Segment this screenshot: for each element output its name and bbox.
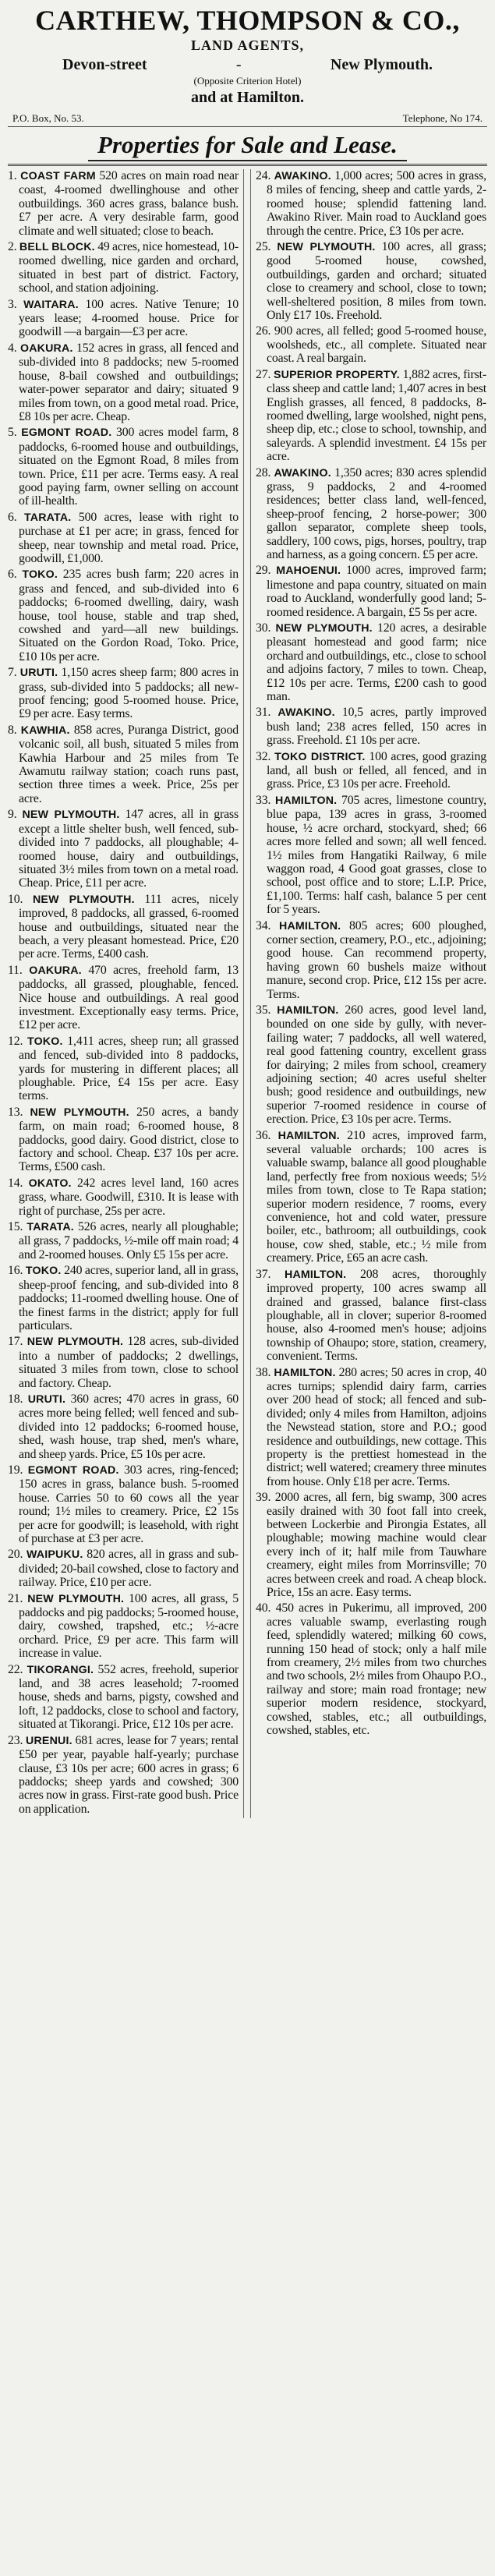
title-rule [8, 164, 487, 166]
property-listing [256, 919, 486, 1001]
listing-number: 24. [256, 169, 274, 182]
listing-heading: KAWHIA. [20, 724, 70, 737]
street-name: Devon-street [62, 56, 147, 73]
listing-description: 250 acres, a bandy farm, on main road; 6-roomed house, 8 paddocks, good dairy. Good district, close to factory and school. Cheap. £37 10s per acre. Terms, £500 cash. [19, 1105, 239, 1174]
property-listing [8, 1220, 239, 1261]
listing-number: 27. [256, 367, 274, 381]
section-title: Properties for Sale and Lease. [88, 130, 407, 161]
listing-description: 100 acres, all grass; good 5-roomed house, cowshed, outbuildings, garden and orchard; situated close to creamery and school, close to town; well-sheltered position, 8 miles from town. Only £17 10s. Freehold. [267, 240, 486, 323]
listing-number: 5. [8, 426, 22, 440]
town-name: New Plymouth. [330, 56, 433, 73]
listing-number: 33. [256, 793, 276, 807]
listing-columns [8, 169, 487, 1818]
listing-heading: SUPERIOR PROPERTY. [273, 368, 400, 381]
listing-heading: TOKO DISTRICT. [274, 750, 366, 763]
listing-heading: HAMILTON. [274, 1366, 336, 1379]
listing-number: 40. [256, 1601, 276, 1615]
listing-heading: TOKO. [27, 1035, 63, 1048]
property-listing [8, 1463, 239, 1545]
property-listing [256, 1491, 486, 1599]
property-listing [8, 426, 239, 508]
listing-heading: NEW PLYMOUTH. [22, 809, 120, 822]
listing-number: 23. [8, 1733, 27, 1747]
masthead [8, 5, 487, 125]
property-listing [256, 794, 486, 917]
listing-description: 147 acres, all in grass except a little shelter bush, well fenced, sub-divided into 7 paddocks, all ploughable; 4-roomed house, dairy and outbuildings, situated 3½ miles from town on a metal road. Cheap. Price, £11 per acre. [19, 808, 239, 890]
property-listing [256, 750, 486, 791]
property-listing [256, 564, 486, 619]
listing-heading: NEW PLYMOUTH. [30, 1106, 129, 1119]
property-listing [8, 724, 239, 805]
listing-description: 49 acres, nice homestead, 10-roomed dwelling, nice garden and orchard, situated in best part of district. Factory, school, and station adjoining. [19, 240, 239, 295]
listing-description: 111 acres, nicely improved, 8 paddocks, all grassed, 6-roomed house and outbuildings, situated near the beach, a very pleasant homestead. Price, £20 per acre. Terms, £400 cash. [19, 892, 239, 961]
listing-description: 526 acres, nearly all ploughable; all grass, 7 paddocks, ½-mile off main road; 4 and 2-roomed houses. Only £5 15s per acre. [19, 1220, 239, 1261]
listing-number: 25. [256, 240, 278, 254]
property-listing [8, 666, 239, 721]
listing-description: 210 acres, improved farm, several valuable orchards; 100 acres is valuable swamp, balance all good ploughable land, perfectly free from noxious weeds; 5½ miles from town, close to Te Rapa station; superior modern residence, 7 rooms, every convenience, hot and cold water, pressure boiler, etc., bathroom; all outbuildings, cook house, cow shed, stable, etc.; ½ mile from creamery. Price, £65 an acre cash. [267, 1128, 486, 1265]
listing-description: 820 acres, all in grass and sub-divided; 20-bail cowshed, close to factory and railway. Price, £10 per acre. [19, 1548, 239, 1590]
left-column [8, 169, 244, 1818]
listing-heading: NEW PLYMOUTH. [27, 1336, 124, 1349]
listing-number: 39. [256, 1491, 275, 1505]
property-listing [8, 1177, 239, 1218]
listing-number: 7. [8, 666, 20, 680]
listing-heading: EGMONT ROAD. [21, 426, 112, 440]
listing-heading: OAKURA. [29, 964, 82, 977]
address-note: (Opposite Criterion Hotel) [193, 75, 302, 87]
property-listing [8, 1106, 239, 1174]
listing-number: 15. [8, 1220, 27, 1234]
listing-description: 240 acres, superior land, all in grass, sheep-proof fencing, and sub-divided into 8 paddocks; 11-roomed dwelling house. One of the finest farms in the district; apply for full particulars. [19, 1264, 239, 1332]
property-listing [8, 240, 239, 295]
listing-description: 152 acres in grass, all fenced and sub-divided into 8 paddocks; new 5-roomed house, 8-bail cowshed and outbuildings; water-power separator and dairy; situated 9 miles from town, on a good metal road. Price, £8 10s per acre. Cheap. [19, 341, 239, 423]
listing-number: 36. [256, 1128, 278, 1142]
listing-heading: COAST FARM [20, 170, 96, 182]
listing-heading: HAMILTON. [275, 794, 338, 807]
property-listing [256, 1129, 486, 1265]
listing-heading: NEW PLYMOUTH. [32, 893, 135, 906]
listing-number: 18. [8, 1392, 28, 1406]
listing-heading: NEW PLYMOUTH. [275, 622, 373, 635]
listing-number: 32. [256, 749, 275, 763]
listing-number: 13. [8, 1105, 30, 1119]
listing-description: 805 acres; 600 ploughed, corner section, creamery, P.O., etc., adjoining; good house. Can recommend property, having grown 60 bushels maize without manure, second crop. Price, £12 15s per acre. Terms. [267, 918, 486, 1001]
listing-description: 705 acres, limestone country, blue papa, 139 acres in grass, 3-roomed house, ½ acre orchard, stockyard, shed; 66 acres more felled and sown; all well fenced. 1½ miles from Hangatiki Railway, 6 mile waggon road, 4 Good goat grasses, close to school, post office and to store; L.I.P. Price, £1,100. Terms: half cash, balance 5 per cent for 5 years. [267, 793, 486, 917]
property-listing [256, 240, 486, 322]
header-rule [8, 126, 487, 127]
listing-heading: AWAKINO. [278, 706, 335, 720]
listing-description: 1,150 acres sheep farm; 800 acres in grass, sub-divided into 5 paddocks; all new-proof fencing; good 5-roomed house. Price, £9 per acre. Easy terms. [19, 666, 239, 721]
listing-description: 242 acres level land, 160 acres grass, whare. Goodwill, £310. It is lease with right of purchase, 25s per acre. [19, 1176, 239, 1218]
listing-number: 8. [8, 723, 21, 737]
listing-description: 300 acres model farm, 8 paddocks, 6-roomed house and outbuildings, situated on the Egmont Road, 8 miles from town. Price, £11 per acre. Terms easy. A real good paying farm, owner selling on account of ill-health. [19, 426, 239, 508]
listing-heading: OKATO. [28, 1177, 72, 1190]
property-listing [8, 808, 239, 890]
property-listing [8, 893, 239, 961]
property-listing [8, 568, 239, 663]
listing-number: 3. [8, 297, 24, 311]
listing-heading: TOKO. [25, 1265, 62, 1278]
listing-number: 19. [8, 1463, 28, 1477]
listing-heading: TARATA. [27, 1221, 74, 1234]
listing-description: 552 acres, freehold, superior land, and 38 acres leasehold; 7-roomed house, sheds and barns, pigsty, cowshed and loft, 12 paddocks, close to school and factory, situated at Tikorangi. Price, £12 10s per acre. [19, 1662, 239, 1732]
listing-description: 100 acres. Native Tenure; 10 years lease; 4-roomed house. Price for goodwill —a bargain—£3 per acre. [19, 297, 239, 339]
property-listing [256, 466, 486, 562]
listing-heading: HAMILTON. [278, 1129, 340, 1142]
listing-number: 14. [8, 1176, 29, 1190]
property-listing [8, 964, 239, 1032]
property-listing [256, 1366, 486, 1489]
listing-heading: TIKORANGI. [27, 1663, 94, 1676]
listing-number: 20. [8, 1548, 27, 1562]
listing-description: 450 acres in Pukerimu, all improved, 200 acres valuable swamp, everlasting rough feed, splendidly watered; milking 60 cows, running 150 head of stock; only a half mile from creamery, 2½ miles from two churches and two schools, 2½ miles from Ohaupo P.O., railway and store; main road frontage; new superior modern residence, stockyard, cowshed, stables, etc.; all outbuildings, cowshed, stables, etc. [267, 1601, 486, 1738]
firm-subtitle: LAND AGENTS, [190, 37, 305, 53]
property-listing [8, 1264, 239, 1332]
section-title-wrap [8, 130, 487, 161]
listing-heading: OAKURA. [19, 341, 73, 355]
firm-address [8, 55, 487, 75]
listing-description: 470 acres, freehold farm, 13 paddocks, all grassed, ploughable, fenced. Nice house and outbuildings. A real good investment. Exceptionally easy terms. Price, £12 per acre. [19, 963, 239, 1032]
listing-description: 260 acres, good level land, bounded on one side by gully, with never-failing water; 7 paddocks, all well watered, real good fattening country, excellent grass for dairying; 2 miles from school, creamery adjoining section; 40 acres useful shelter bush; good residence and outbuildings, new superior 7-roomed residence in course of erection. Price, £3 10s per acre. Terms. [267, 1003, 486, 1127]
property-listing [8, 511, 239, 566]
property-listing [8, 1548, 239, 1589]
listing-description: 1,882 acres, first-class sheep and cattle land; 1,407 acres in best English grasses, all fenced, 8 paddocks, 8-roomed dwelling, large woolshed, night pens, sheep dip, etc.; close to school, township, and saleyards. A splendid investment. £4 15s per acre. [267, 367, 486, 464]
listing-heading: TARATA. [23, 511, 72, 524]
listing-description: 100 acres, all grass, 5 paddocks and pig paddocks; 5-roomed house, dairy, cowshed, trapshed, etc.; ½-acre orchard. Price, £9 per acre. This farm will increase in value. [19, 1591, 239, 1661]
listing-number: 26. [256, 324, 274, 338]
property-listing [8, 169, 239, 238]
listing-number: 21. [8, 1591, 28, 1605]
listing-heading: NEW PLYMOUTH. [27, 1592, 125, 1605]
listing-number: 10. [8, 892, 33, 906]
listing-description: 360 acres; 470 acres in grass, 60 acres more being felled; well fenced and sub-divided into 12 paddocks; 6-roomed house, shed, wash house, trap shed, men's whare, and sheep yards. Price, £5 10s per acre. [19, 1392, 239, 1461]
listing-description: 120 acres, a desirable pleasant homestead and good farm; nice orchard and outbuildings, etc., close to school and adjoins factory, 7 miles to town. Cheap, £12 10s per acre. Terms, £200 cash to good man. [267, 621, 486, 704]
listing-description: 10,5 acres, partly improved bush land; 238 acres felled, 150 acres in grass. Freehold. £1 10s per acre. [267, 706, 486, 748]
po-box: P.O. Box, No. 53. [12, 112, 84, 124]
property-listing [256, 169, 486, 238]
listing-number: 35. [256, 1003, 278, 1017]
listing-heading: URUTI. [19, 667, 58, 680]
branch-line: and at Hamilton. [190, 89, 305, 106]
listing-description: 900 acres, all felled; good 5-roomed house, woolsheds, etc., all complete. Situated near coast. A real bargain. [267, 324, 486, 366]
property-listing [256, 368, 486, 464]
property-listing [256, 324, 486, 365]
listing-number: 6. [8, 568, 23, 582]
listing-description: 280 acres; 50 acres in crop, 40 acres turnips; splendid dairy farm, carries over 200 head of stock; all fenced and sub-divided; only 4 miles from Hamilton, adjoins the Newstead station, store and P.O.; good residence and outbuildings, new cottage. This property is the prettiest homestead in the district; well watered; creamery three minutes from house. Only £18 per acre. Terms. [267, 1365, 486, 1488]
right-column [250, 169, 486, 1818]
listing-number: 38. [256, 1365, 274, 1379]
address-separator: - [235, 56, 242, 73]
listing-description: 235 acres bush farm; 220 acres in grass and fenced, and sub-divided into 6 paddocks; 6-roomed dwelling, dairy, wash house, tool house, stable and trap shed, cowshed and yard—all new buildings. Situated on the Gordon Road, Toko. Price, £10 10s per acre. [19, 568, 239, 663]
listing-description: 128 acres, sub-divided into a number of paddocks; 2 dwellings, situated 3 miles from town, close to school and factory. Cheap. [19, 1335, 239, 1390]
listing-number: 29. [256, 564, 277, 578]
listing-heading: MAHOENUI. [276, 564, 341, 578]
listing-description: 1,350 acres; 830 acres splendid grass, 9 paddocks, 2 and 4-roomed residences; better class land, well-fenced, sheep-proof fencing, 2 horse-power; 300 gallon separator, complete sheep tools, saddlery, 100 cows, pigs, horses, poultry, trap and harness, as a going concern. £5 per acre. [267, 465, 486, 561]
property-listing [256, 621, 486, 703]
listing-heading: EGMONT ROAD. [27, 1463, 119, 1477]
listing-description: 681 acres, lease for 7 years; rental £50 per year, payable half-yearly; purchase clause, £3 10s per acre; 600 acres in grass; 6 paddocks; sheep yards and cowshed; 300 acres now in grass. First-rate good bush. Price on application. [19, 1733, 239, 1816]
listing-description: 1,000 acres; 500 acres in grass, 8 miles of fencing, sheep and cattle yards, 2-roomed house; splendid fattening land. Awakino River. Main road to Auckland goes through the centre. Price, £3 10s per acre. [267, 169, 486, 238]
property-listing [256, 1003, 486, 1127]
listing-description: 303 acres, ring-fenced; 150 acres in grass, balance bush. 5-roomed house. Carries 50 to 60 cows all the year round; 1½ miles to creamery. Price, £2 15s per acre for goodwill; is leasehold, with right of purchase at £3 per acre. [19, 1463, 239, 1545]
listing-number: 11. [8, 963, 30, 977]
listing-number: 9. [8, 808, 23, 822]
listing-description: 208 acres, thoroughly improved property, 100 acres swamp all drained and grassed, balance first-class ploughable, all in clover; superior 8-roomed house, also 4-roomed men's house; adjoins township of Ohaupo; store, station, creamery, convenient. Terms. [267, 1267, 486, 1364]
listing-description: 1000 acres, improved farm; limestone and papa country, situated on main road to Auckland, wonderfully good land; 5-roomed residence. A bargain, £5 5s per acre. [267, 564, 486, 619]
contact-line [8, 112, 487, 125]
listing-description: 500 acres, lease with right to purchase at £1 per acre; in grass, fenced for sheep, near township and metal road. Price, goodwill, £1,000. [19, 510, 239, 565]
listing-number: 4. [8, 341, 20, 355]
listing-number: 31. [256, 706, 278, 720]
property-listing [8, 341, 239, 423]
telephone: Telephone, No 174. [402, 112, 483, 124]
listing-number: 22. [8, 1662, 27, 1676]
property-listing [8, 1663, 239, 1732]
listing-heading: WAIPUKU. [26, 1548, 83, 1562]
listing-number: 17. [8, 1335, 27, 1349]
listing-number: 16. [8, 1264, 26, 1278]
listing-heading: WAITARA. [23, 298, 79, 311]
listing-heading: URENUI. [26, 1734, 72, 1747]
listing-heading: AWAKINO. [274, 466, 331, 479]
listing-heading: NEW PLYMOUTH. [277, 241, 376, 254]
property-listing [256, 1601, 486, 1737]
listing-number: 30. [256, 621, 276, 635]
property-listing [256, 706, 486, 747]
listing-heading: HAMILTON. [277, 1003, 339, 1017]
listing-number: 37. [256, 1267, 285, 1281]
listing-heading: BELL BLOCK. [19, 241, 95, 254]
property-listing [8, 1035, 239, 1103]
listing-description: 1,411 acres, sheep run; all grassed and fenced, sub-divided into 8 paddocks, yards for mustering in different places; all ploughable. Price, £4 15s per acre. Easy terms. [19, 1034, 239, 1103]
property-listing [8, 298, 239, 339]
listing-heading: AWAKINO. [274, 170, 331, 182]
property-listing [256, 1268, 486, 1364]
listing-number: 28. [256, 465, 274, 479]
listing-number: 34. [256, 918, 280, 932]
property-listing [8, 1392, 239, 1461]
property-listing [8, 1592, 239, 1661]
listing-description: 100 acres, good grazing land, all bush or felled, all fenced, and in grass. Price, £3 10s per acre. Freehold. [267, 749, 486, 791]
firm-name: CARTHEW, THOMPSON & CO., [35, 5, 460, 36]
listing-number: 1. [8, 169, 21, 182]
listing-heading: HAMILTON. [279, 919, 341, 932]
listing-heading: HAMILTON. [285, 1268, 347, 1281]
listing-number: 6. [8, 510, 24, 524]
listing-number: 2. [8, 240, 19, 254]
property-listing [8, 1335, 239, 1390]
listing-description: 858 acres, Puranga District, good volcanic soil, all bush, situated 5 miles from Kawhia Harbour and 25 miles from Te Awamutu railway station; coach runs past, section three times a week. Price, 25s per acre. [19, 723, 239, 805]
listing-description: 2000 acres, all fern, big swamp, 300 acres easily drained with 30 foot fall into creek, between Lockerbie and Pirongia Estates, all ploughable; mowing machine would clear every inch of it; half mile from Tauwhare creamery, eight miles from Morrinsville; 70 acres between creek and road. A cheap block. Price, 15s an acre. Easy terms. [267, 1491, 486, 1600]
listing-number: 12. [8, 1034, 27, 1048]
property-listing [8, 1734, 239, 1816]
listing-heading: URUTI. [27, 1392, 66, 1406]
listing-heading: TOKO. [22, 568, 58, 582]
listing-description: 520 acres on main road near coast, 4-roomed dwellinghouse and other outbuildings. 360 acres grass, balance bush. £7 per acre. A very desirable farm, good climate and well situated; close to beach. [19, 169, 239, 238]
